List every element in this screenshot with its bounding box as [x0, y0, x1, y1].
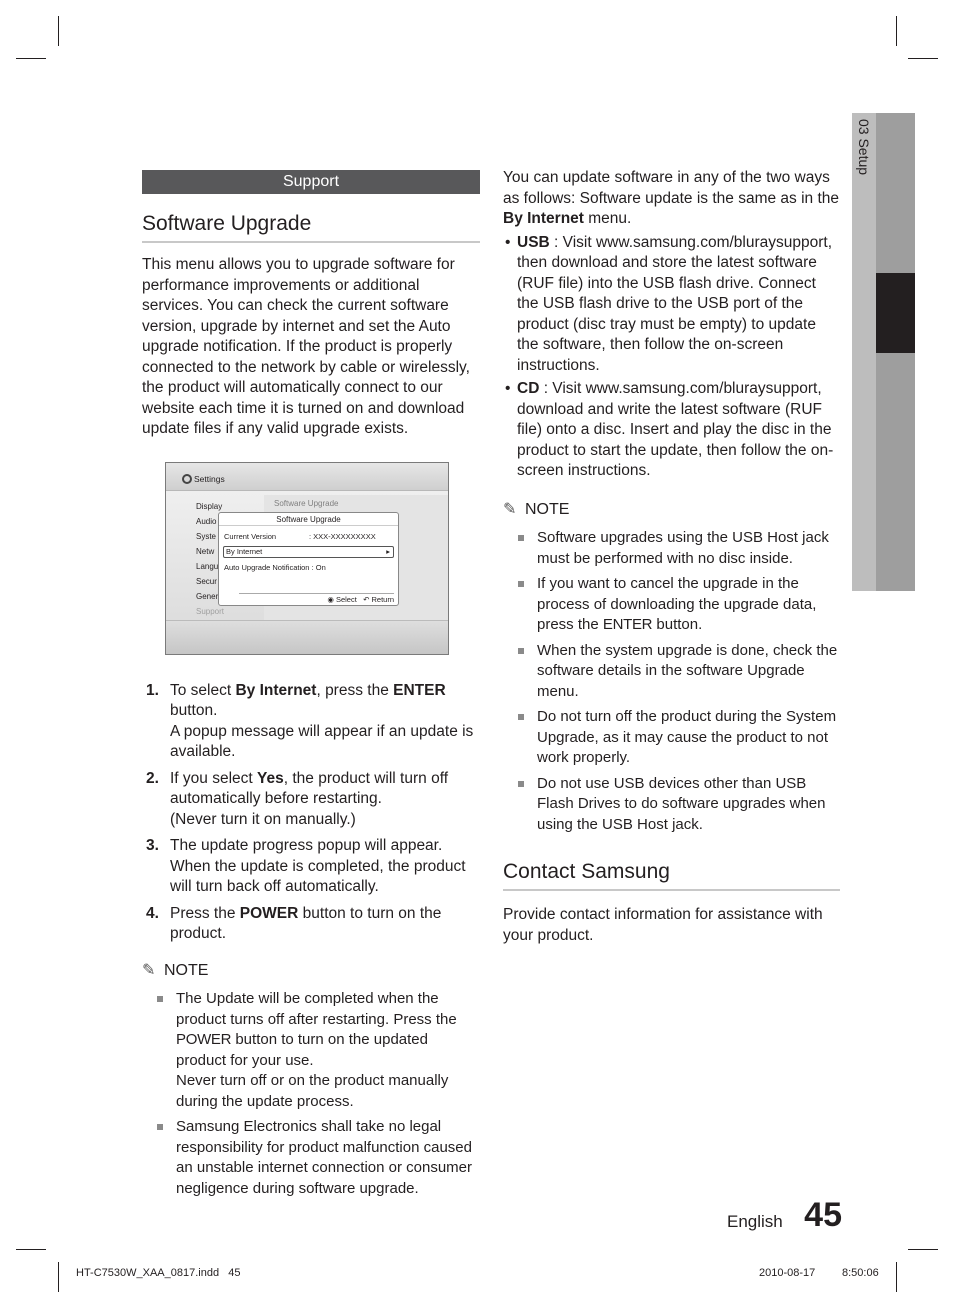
chapter-tab [852, 113, 915, 591]
popup-row-value: : On [311, 562, 326, 572]
step-item: 3. The update progress popup will appear. When the update is completed, the product will turn back off automatically. [146, 837, 466, 895]
notes-list [142, 989, 480, 1199]
bullet-square-icon [157, 996, 163, 1002]
bullet-square-icon [518, 781, 524, 787]
popup-row-label: Auto Upgrade Notification [224, 562, 310, 572]
notes-list [503, 528, 840, 835]
slug-file: HT-C7530W_XAA_0817.indd 45 [76, 1267, 241, 1279]
screen-menu-item: Audio [196, 516, 217, 526]
page-footer [727, 1196, 842, 1236]
screen-menu-item: Netw [196, 546, 215, 556]
popup-row-value: : XXX-XXXXXXXXX [309, 531, 376, 541]
crop-mark [58, 16, 59, 46]
screen-menu-item: Secur [196, 576, 217, 586]
return-icon: ↶ [363, 594, 370, 604]
screen-title: Settings [194, 473, 225, 484]
note-item: When the system upgrade is done, check the software details in the software Upgrade menu. [503, 641, 840, 703]
gear-icon [182, 474, 192, 484]
bullet-square-icon [518, 648, 524, 654]
left-column [142, 170, 480, 1204]
step-item: 4. Press the POWER button to turn on the product. [146, 904, 442, 942]
method-item: • CD : Visit www.samsung.com/bluraysupport, download and write the latest software (RUF file) onto a disc. Insert and play the disc in the product to start the update, then follow the on-screen instructions. [505, 380, 834, 479]
popup-selected-row: By Internet ▸ [223, 546, 394, 558]
bullet-square-icon [157, 1124, 163, 1130]
intro-paragraph: This menu allows you to upgrade software for performance improvements or additional services. You can check the current software version, upgrade by internet and set the Auto upgrade notification. If the product is properly connected to the network by cable or wirelessly, the product will automatically connect to our website each time it is turned on and download update files if any valid upgrade exists. [142, 256, 470, 437]
contact-paragraph: Provide contact information for assistance with your product. [503, 906, 823, 944]
pencil-icon: ✎ [142, 961, 156, 979]
note-item: Do not use USB devices other than USB Flash Drives to do software upgrades when using the USB Host jack. [503, 774, 840, 836]
contact-heading: Contact Samsung [503, 859, 840, 891]
bullet-square-icon [518, 581, 524, 587]
note-heading: ✎ NOTE [503, 500, 840, 521]
note-item: Samsung Electronics shall take no legal responsibility for product malfunction caused an unstable internet connection or consumer negligence during software upgrade. [142, 1117, 480, 1199]
step-item: 2. If you select Yes, the product will turn off automatically before restarting. (Never turn it on manually.) [146, 769, 449, 828]
language-label: English [727, 1212, 783, 1231]
note-item: If you want to cancel the upgrade in the process of downloading the upgrade data, press the ENTER button. [503, 574, 840, 636]
crop-mark [16, 1249, 46, 1250]
note-item: Do not turn off the product during the System Upgrade, as it may cause the product to not work properly. [503, 707, 840, 769]
crop-mark [896, 1262, 897, 1292]
step-item: 1. To select By Internet, press the ENTER button. A popup message will appear if an update is available. [146, 681, 474, 760]
right-intro: You can update software in any of the two ways as follows: Software update is the same as in the By Internet menu. [503, 169, 840, 227]
steps-list [142, 681, 480, 945]
method-item: • USB : Visit www.samsung.com/bluraysupport, then download and store the latest software (RUF file) into the USB flash drive. Connect the USB flash drive to the USB port of the product (disc tray must be empty) to update the software, then follow the on-screen instructions. [505, 233, 833, 374]
update-methods-list [503, 233, 840, 482]
select-icon: ◉ [327, 594, 334, 604]
bullet-square-icon [518, 714, 524, 720]
settings-screen-image [165, 462, 449, 655]
screen-menu-item: Display [196, 501, 223, 511]
slug-date: 2010-08-17 [759, 1267, 816, 1279]
note-heading: ✎ NOTE [142, 961, 480, 982]
screen-menu-item: Support [196, 606, 225, 616]
slug-time: 8:50:06 [842, 1267, 879, 1279]
crop-mark [908, 58, 938, 59]
popup-title: Software Upgrade [219, 513, 398, 526]
note-item: The Update will be completed when the product turns off after restarting. Press the POWER button to turn on the updated product for your use. Never turn off or on the product manually during the update process. [142, 989, 480, 1112]
arrow-right-icon: ▸ [386, 546, 390, 556]
crop-mark [16, 58, 46, 59]
section-bar: Support [142, 170, 480, 194]
screen-menu-item: Langu [196, 561, 219, 571]
chapter-tab-label: 03 Setup [856, 119, 872, 176]
chapter-tab-marker [876, 273, 915, 353]
section-heading: Software Upgrade [142, 211, 480, 243]
software-upgrade-popup: Software Upgrade Current Version : XXX-XXXXXXXXX By Internet ▸ Auto Upgrade Notification : On ◉ Select ↶ Return [218, 512, 399, 606]
pencil-icon: ✎ [503, 500, 517, 518]
note-item: Software upgrades using the USB Host jack must be performed with no disc inside. [503, 528, 840, 569]
crop-mark [896, 16, 897, 46]
page-number: 45 [804, 1196, 842, 1234]
screen-subtitle: Software Upgrade [274, 498, 339, 508]
right-column [503, 168, 840, 946]
bullet-square-icon [518, 535, 524, 541]
crop-mark [908, 1249, 938, 1250]
crop-mark [58, 1262, 59, 1292]
screen-menu-item: Gener [196, 591, 219, 601]
screen-menu-item: Syste [196, 531, 217, 541]
popup-row-label: Current Version [224, 531, 277, 541]
